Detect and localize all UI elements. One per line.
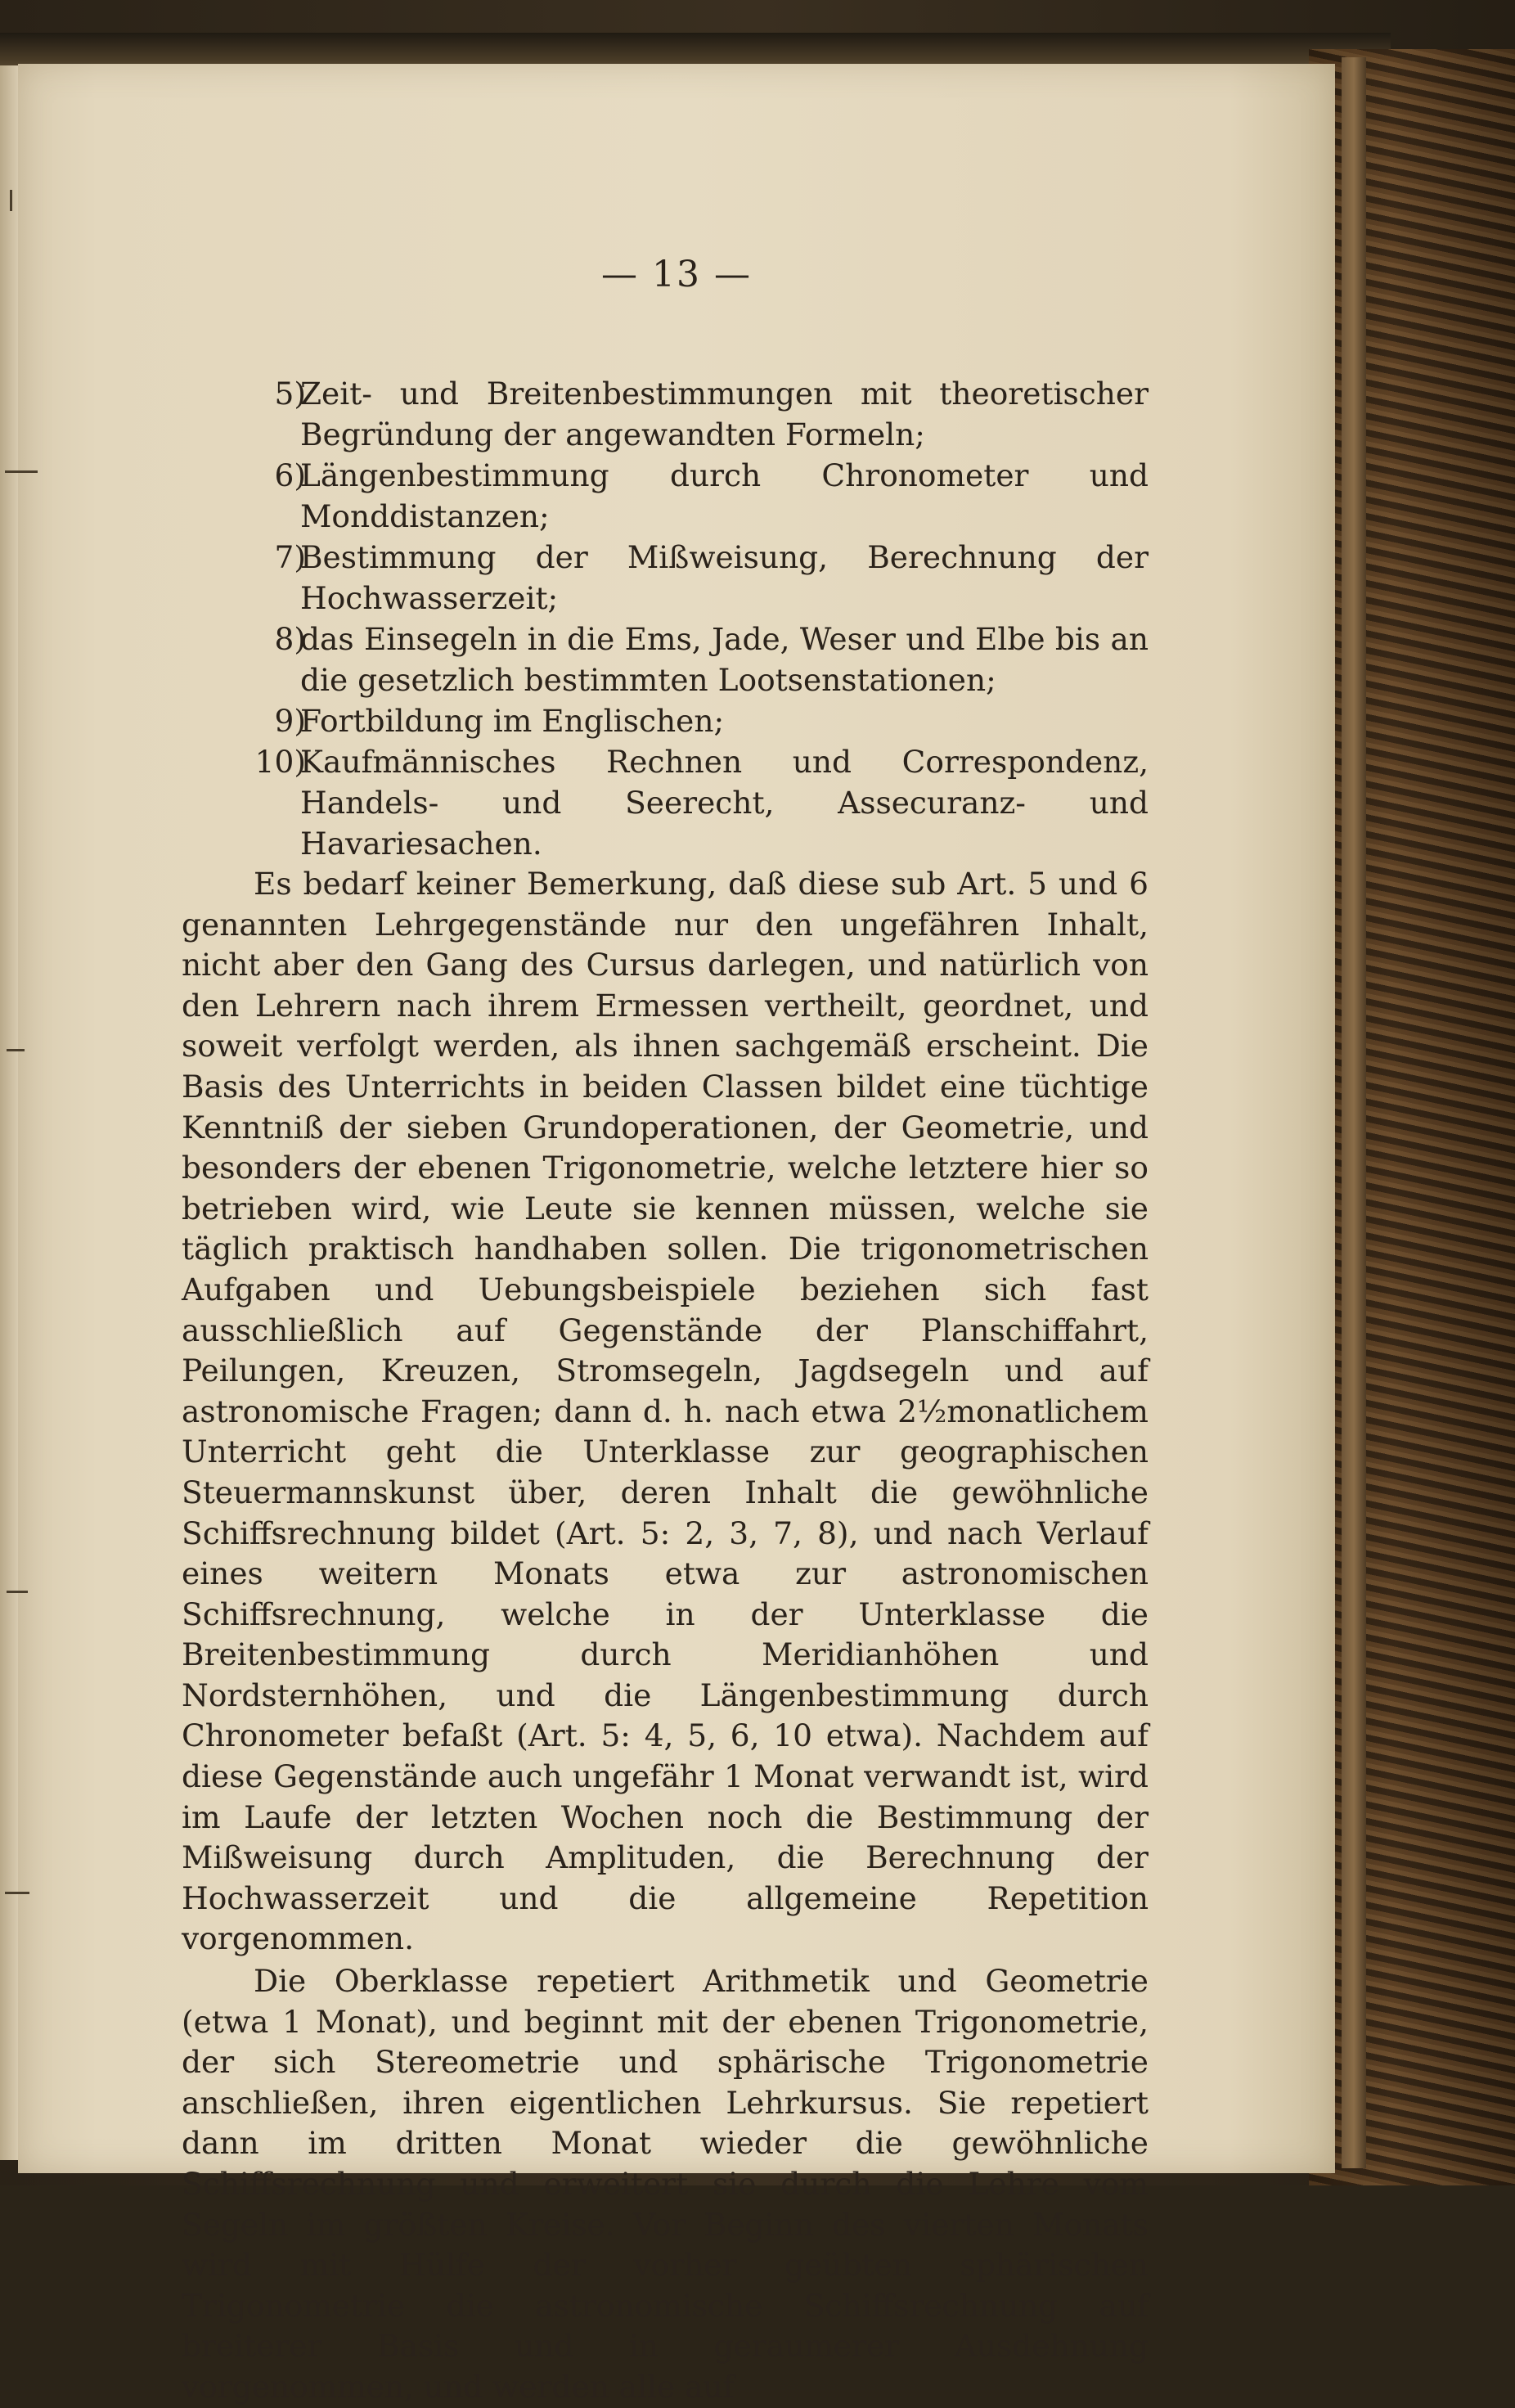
item-number: 9) [274, 703, 306, 739]
paragraph: Die Oberklasse repetiert Arithmetik und Geometrie (etwa 1 Monat), und beginnt mit der ebenen Trigonometrie, der sich Stereometrie und sphärische Trigonometrie anschließen, ihren eigentlichen Lehrkursus. Sie repetiert dann im dritten Monat wieder die gewöhnliche Schiffsrechnung und erweitert sie durch die Lehre vom Segeln im größten Kreise. Vor Beginn des vierten Monats wird mit Hülfe der vorher geübten sphärischen Trigonometrie die astronomische Schiffsrechnung auf breiterer Basis und in geraumerer Ausdehnung vorgenommen, und werden alle auf [182, 1963, 1149, 2405]
list-item [182, 741, 1149, 864]
left-page-edge [0, 65, 18, 2160]
list-item [182, 537, 1149, 619]
item-number: 7) [274, 539, 306, 575]
margin-mark [5, 1892, 29, 1894]
item-number: 10) [254, 744, 306, 780]
item-text: das Einsegeln in die Ems, Jade, Weser und Elbe bis an die gesetzlich bestimmten Lootsenstationen; [300, 621, 1149, 698]
book-cover [1309, 49, 1515, 2185]
paragraph: Es bedarf keiner Bemerkung, daß diese sub Art. 5 und 6 genannten Lehrgegenstände nur den ungefähren Inhalt, nicht aber den Gang des Cursus darlegen, und natürlich von den Lehrern nach ihrem Ermessen vertheilt, geordnet, und soweit verfolgt werden, als ihnen sachgemäß erscheint. Die Basis des Unterrichts in beiden Classen bildet eine tüchtige Kenntniß der sieben Grundoperationen, der Geometrie, und besonders der ebenen Trigonometrie, welche letztere hier so betrieben wird, wie Leute sie kennen müssen, welche sie täglich praktisch handhaben sollen. Die trigonometrischen Aufgaben und Uebungsbeispiele beziehen sich fast ausschließlich auf Gegenstände der Planschiffahrt, Peilungen, Kreuzen, Stromsegeln, Jagdsegeln und auf astronomische Fragen; dann d. h. nach etwa 2½monatlichem Unterricht geht die Unterklasse zur geographischen Steuermannskunst über, deren Inhalt die gewöhnliche Schiffsrechnung bildet (Art. 5: 2, 3, 7, 8), und nach Verlauf eines weitern Monats etwa zur astronomischen Schiffsrechnung, welche in der Unterklasse die Breitenbestimmung durch Meridianhöhen und Nordsternhöhen, und die Längenbestimmung durch Chronometer befaßt (Art. 5: 4, 5, 6, 10 etwa). Nachdem auf diese Gegenstände auch ungefähr 1 Monat verwandt ist, wird im Laufe der letzten Wochen noch die Bestimmung der Mißweisung durch Amplituden, die Berechnung der Hochwasserzeit und die allgemeine Repetition vorgenommen. [182, 866, 1149, 1957]
page-text [182, 373, 1149, 2408]
page-number: — 13 — [601, 254, 752, 295]
margin-mark [7, 1049, 25, 1051]
list-item [182, 619, 1149, 700]
book-page [18, 64, 1335, 2405]
list-item [182, 700, 1149, 741]
margin-mark [5, 470, 38, 473]
item-number: 6) [274, 457, 306, 493]
item-text: Bestimmung der Mißweisung, Berechnung der Hochwasserzeit; [300, 539, 1149, 616]
margin-mark [10, 190, 12, 211]
item-number: 5) [274, 376, 306, 412]
item-text: Längenbestimmung durch Chronometer und Monddistanzen; [300, 457, 1149, 534]
list-item [182, 455, 1149, 537]
margin-mark [7, 1591, 28, 1593]
item-number: 8) [274, 621, 306, 657]
item-text: Kaufmännisches Rechnen und Correspondenz, Handels- und Seerecht, Assecuranz- und Havariesachen. [300, 744, 1149, 862]
list-item [182, 373, 1149, 455]
cover-edge [1342, 57, 1366, 2168]
item-text: Fortbildung im Englischen; [300, 703, 725, 739]
item-text: Zeit- und Breitenbestimmungen mit theoretischer Begründung der angewandten Formeln; [300, 376, 1149, 452]
